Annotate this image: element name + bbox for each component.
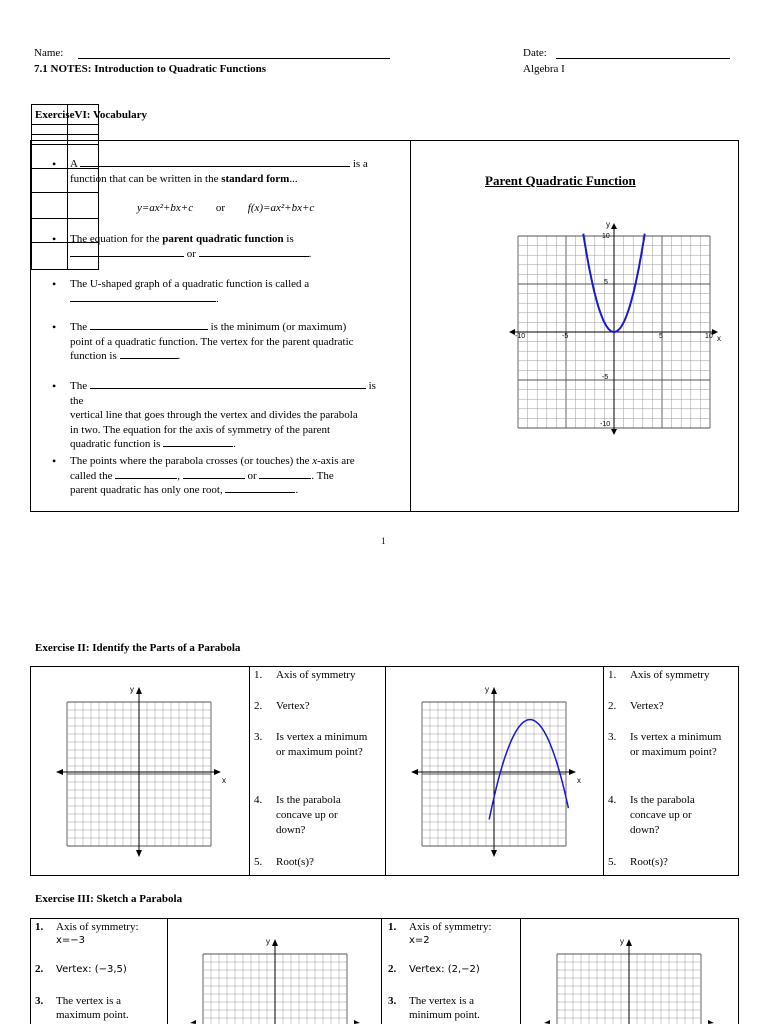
text: quadratic function is bbox=[70, 438, 161, 450]
blank[interactable] bbox=[259, 469, 311, 479]
equation-1: y=ax²+bx+c bbox=[137, 202, 194, 214]
text: is a bbox=[352, 158, 368, 170]
blank[interactable] bbox=[115, 469, 177, 479]
vocab-item-vertex: • The is the minimum (or maximum) point of a quadratic function. The vertex for the parent quadratic function is . bbox=[52, 320, 382, 364]
tick-y-5: 5 bbox=[604, 279, 608, 286]
exercise3-heading: Exercise III: Sketch a Parabola bbox=[35, 893, 183, 905]
name-blank[interactable] bbox=[78, 58, 390, 59]
y-axis-arrow-down bbox=[611, 429, 617, 435]
tick-x-neg10: -10 bbox=[515, 333, 526, 340]
q-text: Is vertex a minimum or maximum point? bbox=[276, 731, 368, 758]
page-number: 1 bbox=[381, 536, 386, 546]
x-label: x bbox=[577, 776, 581, 785]
blank[interactable] bbox=[120, 349, 178, 359]
blank[interactable] bbox=[70, 292, 216, 302]
date-label: Date: bbox=[523, 47, 547, 59]
q-text: Axis of symmetry bbox=[276, 669, 356, 681]
q-number: 3. bbox=[254, 731, 263, 743]
text: . The bbox=[311, 469, 334, 482]
blank[interactable] bbox=[80, 157, 350, 167]
x-axis-arrow-right bbox=[708, 1020, 714, 1024]
text: The equation for the bbox=[70, 233, 160, 245]
x-axis-arrow-left bbox=[56, 769, 63, 775]
vocab-item-parabola: • The U-shaped graph of a quadratic function is called a . bbox=[52, 277, 382, 306]
q-number: 5. bbox=[254, 856, 263, 868]
text: is the bbox=[70, 380, 376, 407]
ex3-divider-2 bbox=[381, 918, 382, 1024]
prompt-axis bbox=[35, 921, 139, 946]
y-label: y bbox=[266, 937, 270, 946]
text: vertical line that goes through the vertex and divides the parabola bbox=[70, 409, 358, 421]
parent-graph-title: Parent Quadratic Function bbox=[485, 173, 636, 188]
text: is bbox=[286, 233, 294, 245]
y-label: y bbox=[620, 937, 624, 946]
x-axis-arrow-left bbox=[190, 1020, 196, 1024]
ex2-graph-2 bbox=[409, 682, 589, 860]
q-number: 3. bbox=[388, 995, 397, 1007]
ex3-graph-right bbox=[544, 934, 720, 1024]
q-value: (2,−2) bbox=[447, 964, 480, 975]
blank[interactable] bbox=[163, 437, 233, 447]
vocab-item-parent-function: • The equation for the parent quadratic function is or . bbox=[52, 232, 382, 261]
prompt-min-max bbox=[388, 995, 480, 1021]
x-label: x bbox=[222, 776, 226, 785]
text: point of a quadratic function. The vertex for the parent quadratic bbox=[70, 335, 354, 348]
text: or bbox=[186, 247, 196, 260]
ex2-divider-1 bbox=[249, 666, 250, 876]
q-number: 1. bbox=[35, 921, 44, 933]
text: -axis are bbox=[317, 455, 355, 467]
q-text: Is the parabola concave up or down? bbox=[276, 794, 341, 836]
text: or bbox=[215, 202, 226, 214]
vocab-item-standard-form bbox=[52, 157, 392, 186]
blank[interactable] bbox=[199, 247, 309, 257]
q-number: 2. bbox=[388, 963, 397, 975]
x-axis-arrow-right bbox=[569, 769, 576, 775]
exercise1-heading-overlap: Exercise bbox=[35, 109, 75, 121]
q-number: 2. bbox=[254, 700, 263, 712]
q-text: Axis of symmetry: bbox=[56, 921, 139, 933]
q-text: Root(s)? bbox=[276, 856, 314, 868]
vocab-item-roots: • The points where the parabola crosses (or touches) the x-axis are called the , or . The parent quadratic has only one root, . bbox=[52, 454, 382, 498]
q-number: 4. bbox=[254, 794, 263, 806]
vocab-item-axis-of-symmetry: • The is the vertical line that goes through the vertex and divides the parabola in two. The equation for the axis of symmetry of the parent quadratic function is . bbox=[52, 379, 382, 452]
q-text: Is the parabola concave up or down? bbox=[630, 794, 695, 836]
text: The bbox=[70, 380, 88, 392]
ex3-divider-3 bbox=[520, 918, 521, 1024]
ex3-graph-left bbox=[190, 934, 366, 1024]
x-axis-arrow-right bbox=[354, 1020, 360, 1024]
blank[interactable] bbox=[225, 483, 295, 493]
prompt-vertex bbox=[35, 963, 127, 976]
text: parent quadratic has only one root, bbox=[70, 484, 223, 496]
text: or bbox=[247, 469, 257, 482]
q-text: Axis of symmetry bbox=[630, 669, 710, 681]
notes-title: 7.1 NOTES: Introduction to Quadratic Functions bbox=[34, 63, 267, 75]
exercise1-heading-text: VI: Vocabulary bbox=[74, 109, 147, 121]
q-text: maximum point. bbox=[56, 1009, 129, 1021]
q-text: Vertex? bbox=[276, 700, 310, 712]
y-axis-arrow-up bbox=[626, 939, 632, 946]
q-text: The vertex is a bbox=[56, 995, 122, 1007]
y-label: y bbox=[130, 685, 134, 694]
q-number: 2. bbox=[608, 700, 617, 712]
name-label: Name: bbox=[34, 47, 64, 59]
q-text: Axis of symmetry: bbox=[409, 921, 492, 933]
text: A bbox=[70, 158, 78, 170]
prompt-vertex bbox=[388, 963, 480, 976]
text: is the minimum (or maximum) bbox=[210, 321, 347, 333]
q-value: x=−3 bbox=[56, 935, 86, 946]
text: function that can be written in the bbox=[70, 172, 219, 185]
prompt-axis bbox=[388, 921, 492, 946]
text-bold: standard form bbox=[221, 172, 290, 185]
tick-x-5: 5 bbox=[659, 333, 663, 340]
blank[interactable] bbox=[90, 379, 366, 389]
text: called the bbox=[70, 469, 113, 482]
blank[interactable] bbox=[70, 247, 184, 257]
q-text: Vertex? bbox=[630, 700, 664, 712]
ex2-divider-2 bbox=[385, 666, 386, 876]
standard-form-equations bbox=[137, 202, 314, 214]
x-axis-arrow-left bbox=[411, 769, 418, 775]
course-label: Algebra I bbox=[523, 63, 565, 75]
y-axis-arrow-up bbox=[611, 223, 617, 229]
prompt-min-max bbox=[35, 995, 129, 1021]
y-axis-arrow-down bbox=[491, 850, 497, 857]
q-text: Is vertex a minimum or maximum point? bbox=[630, 731, 722, 758]
q-value: x=2 bbox=[409, 935, 430, 946]
tick-y-neg5: -5 bbox=[602, 374, 609, 381]
x-axis-arrow-right bbox=[214, 769, 221, 775]
text: The points where the parabola crosses (or touches) the bbox=[70, 455, 310, 467]
tick-x-neg5: -5 bbox=[562, 333, 569, 340]
text: , bbox=[177, 469, 180, 482]
q-number: 3. bbox=[608, 731, 617, 743]
vocabulary-divider bbox=[410, 140, 411, 512]
q-number: 3. bbox=[35, 995, 44, 1007]
y-axis-arrow-up bbox=[272, 939, 278, 946]
q-text: Vertex: bbox=[409, 964, 445, 975]
exercise2-heading: Exercise II: Identify the Parts of a Parabola bbox=[35, 642, 241, 654]
y-axis-arrow-up bbox=[136, 687, 142, 694]
q-text: minimum point. bbox=[409, 1009, 480, 1021]
q-text: Vertex: bbox=[56, 964, 92, 975]
q-value: (−3,5) bbox=[94, 964, 127, 975]
text: in two. The equation for the axis of symmetry of the parent bbox=[70, 423, 331, 436]
date-blank[interactable] bbox=[556, 58, 730, 59]
y-label: y bbox=[485, 685, 489, 694]
ex2-divider-3 bbox=[603, 666, 604, 876]
blank[interactable] bbox=[183, 469, 245, 479]
q-text: The vertex is a bbox=[409, 995, 475, 1007]
text-bold: parent quadratic function bbox=[162, 233, 284, 245]
q-number: 1. bbox=[608, 669, 617, 681]
text: The U-shaped graph of a quadratic function is called a bbox=[70, 278, 310, 290]
text: ... bbox=[289, 172, 298, 185]
tick-y-10: 10 bbox=[602, 233, 610, 240]
text: function is bbox=[70, 350, 117, 362]
tick-x-10: 10 bbox=[705, 333, 713, 340]
x-axis-arrow-left bbox=[544, 1020, 550, 1024]
q-number: 2. bbox=[35, 963, 44, 975]
x-label: x bbox=[717, 334, 721, 343]
tick-y-neg10: -10 bbox=[600, 421, 611, 428]
q-number: 1. bbox=[254, 669, 263, 681]
ex3-divider-1 bbox=[167, 918, 168, 1024]
q-number: 1. bbox=[388, 921, 397, 933]
blank[interactable] bbox=[90, 320, 208, 330]
parent-function-graph bbox=[505, 218, 730, 438]
y-axis-arrow-up bbox=[491, 687, 497, 694]
text-italic: x bbox=[312, 455, 318, 467]
equation-2: f(x)=ax²+bx+c bbox=[247, 202, 315, 214]
ex2-graph-1 bbox=[54, 682, 234, 860]
q-text: Root(s)? bbox=[630, 856, 668, 868]
y-axis-arrow-down bbox=[136, 850, 142, 857]
y-label: y bbox=[606, 220, 610, 229]
q-number: 4. bbox=[608, 794, 617, 806]
text: The bbox=[70, 321, 88, 333]
q-number: 5. bbox=[608, 856, 617, 868]
parabola-curve bbox=[489, 720, 568, 820]
